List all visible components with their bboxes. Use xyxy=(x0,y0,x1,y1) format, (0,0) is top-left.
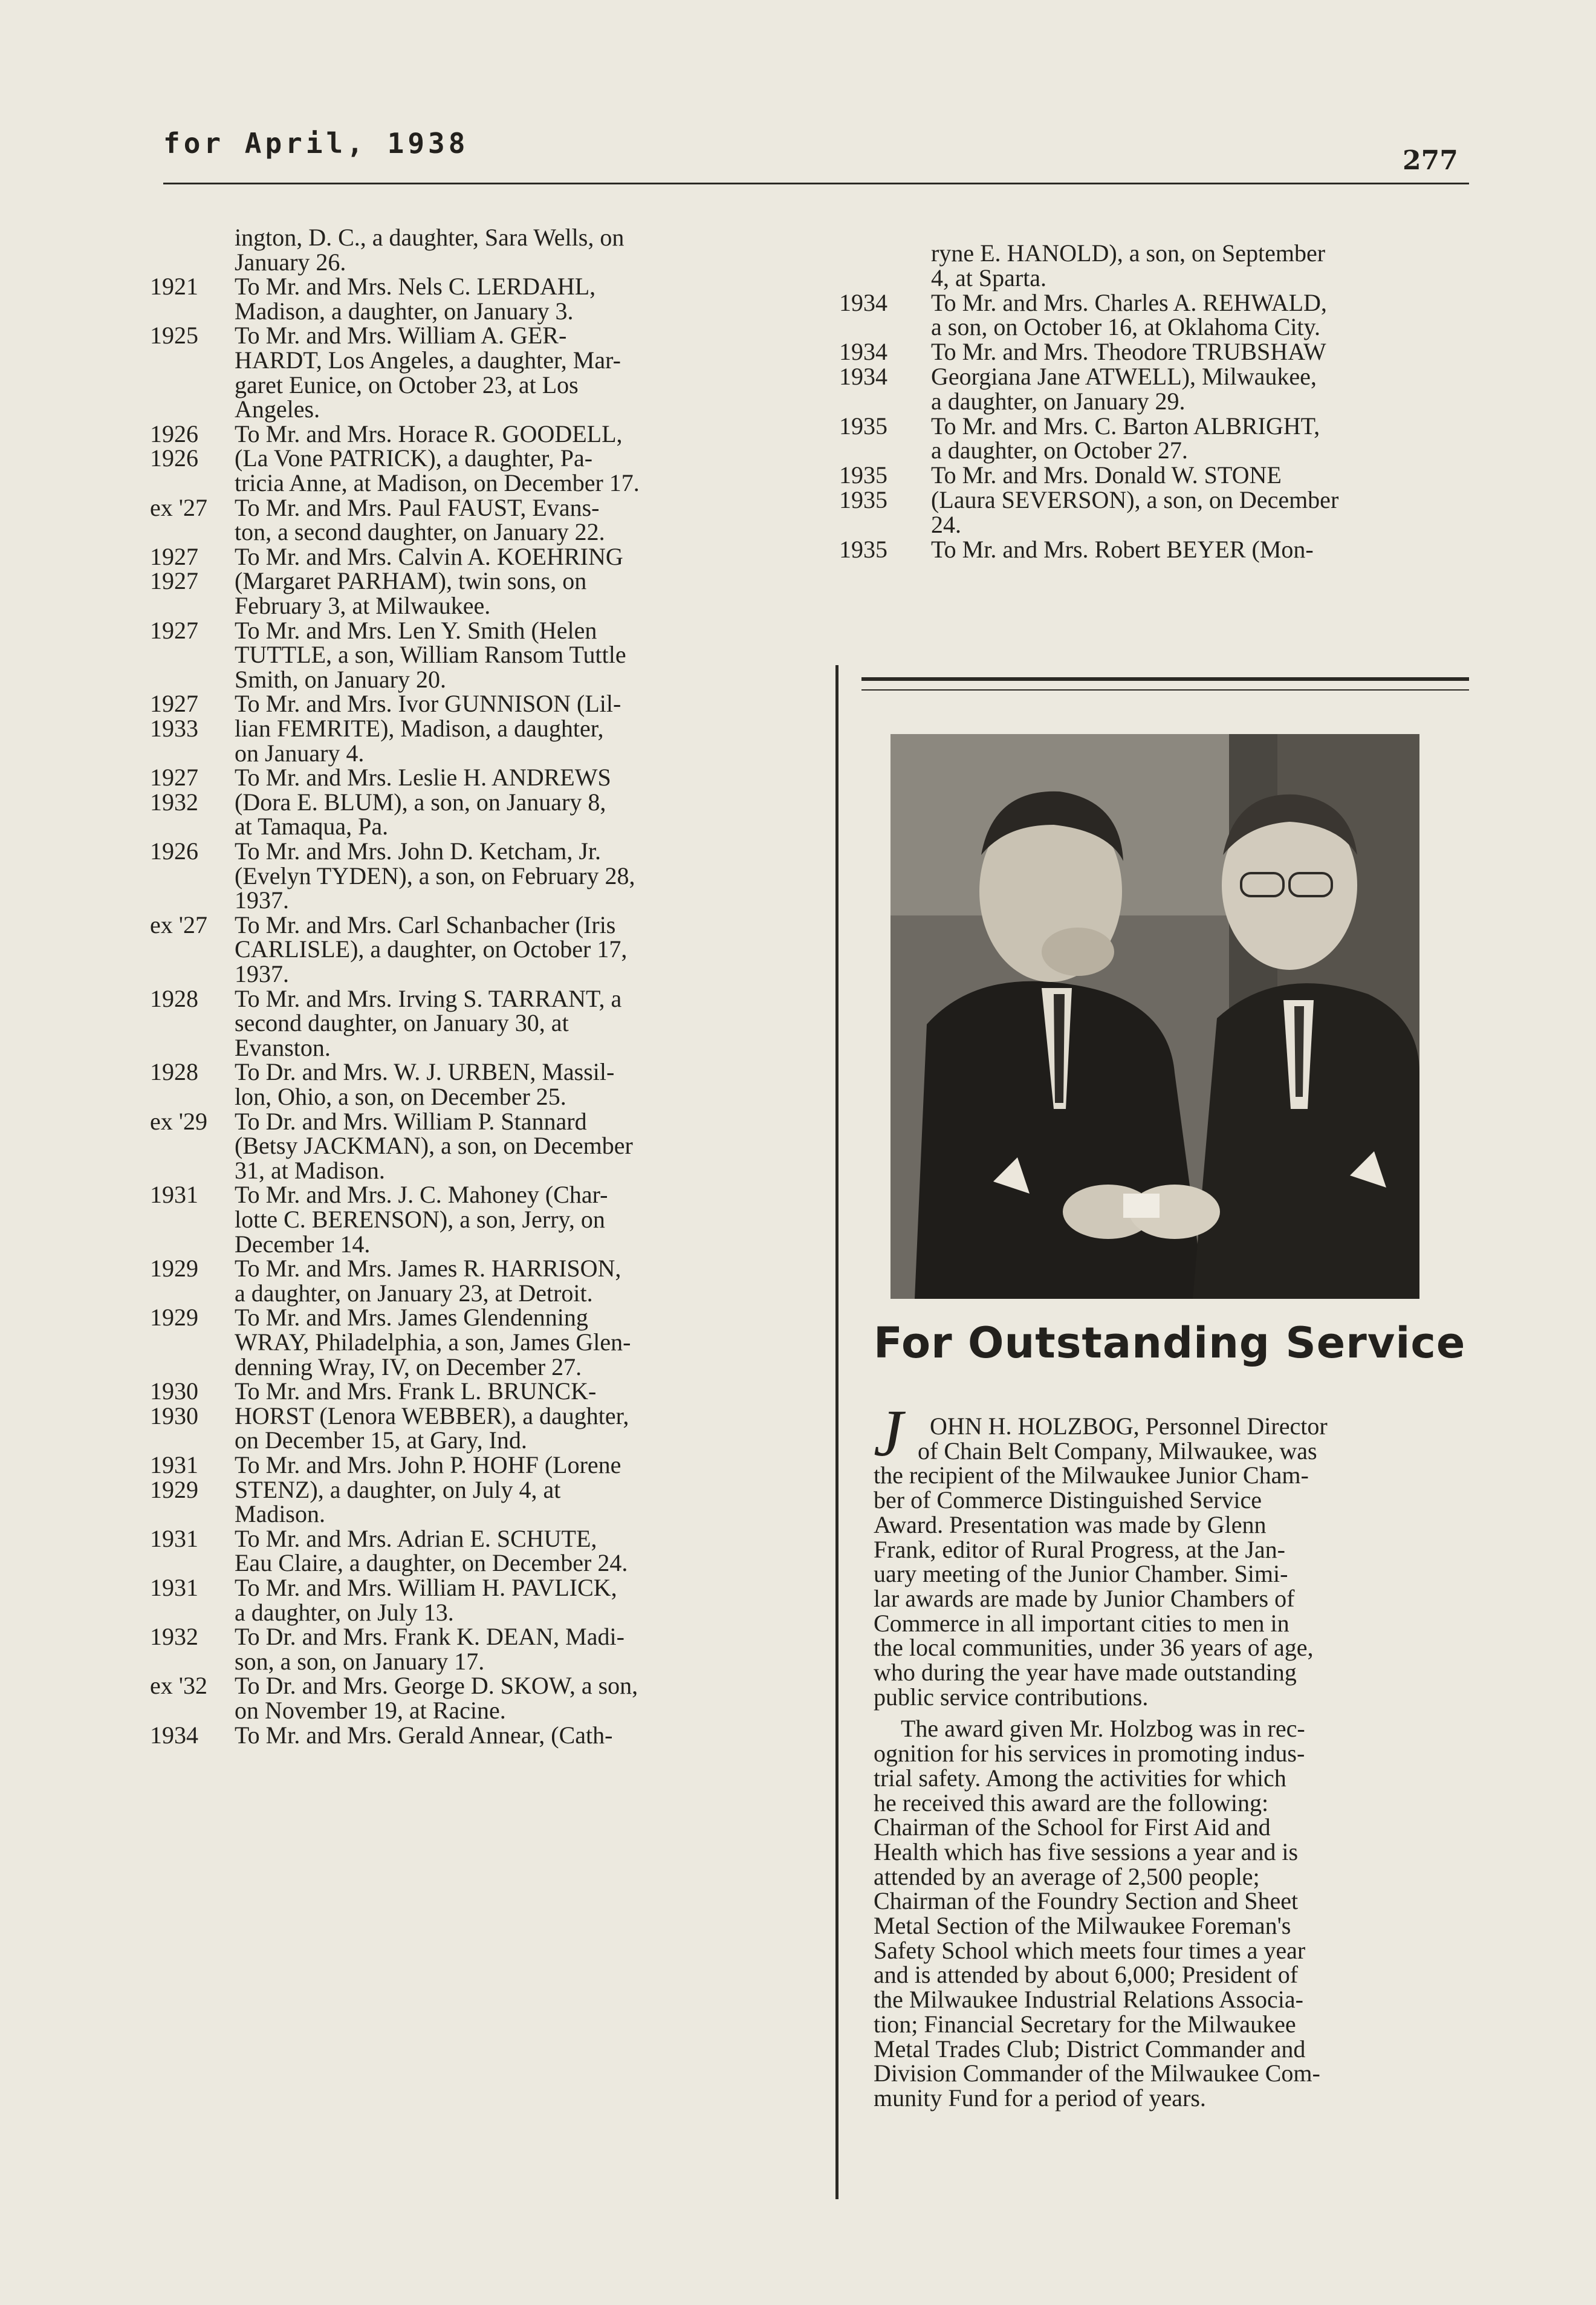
announcement-text: on January 4. xyxy=(235,739,365,767)
announcement-line xyxy=(0,642,1596,667)
article-text-line: the local communities, under 36 years of age, xyxy=(874,1634,1314,1662)
announcement-text: tricia Anne, at Madison, on December 17. xyxy=(235,469,640,496)
announcement-text: Madison, a daughter, on January 3. xyxy=(235,297,574,325)
class-year: 1928 xyxy=(150,1058,198,1086)
article-text-line: uary meeting of the Junior Chamber. Simi- xyxy=(874,1560,1288,1588)
announcement-text: 31, at Madison. xyxy=(235,1156,385,1184)
article-text-line: Safety School which meets four times a year xyxy=(874,1936,1306,1964)
announcement-text: To Mr. and Mrs. Gerald Annear, (Cath- xyxy=(235,1721,613,1749)
class-year: 1934 xyxy=(839,338,887,366)
article-box-top-thin-rule xyxy=(861,689,1469,691)
announcement-text: To Mr. and Mrs. John D. Ketcham, Jr. xyxy=(235,837,602,865)
class-year: 1926 xyxy=(150,420,198,447)
announcement-line xyxy=(0,414,1596,438)
announcement-text: February 3, at Milwaukee. xyxy=(235,592,491,619)
class-year: 1927 xyxy=(150,616,198,644)
announcement-line xyxy=(0,339,1596,364)
page-number: 277 xyxy=(1403,145,1458,176)
class-year: 1935 xyxy=(839,461,887,489)
announcement-line xyxy=(0,487,1596,512)
announcement-text: 4, at Sparta. xyxy=(931,264,1047,291)
announcement-text: Angeles. xyxy=(235,395,320,423)
announcement-text: ington, D. C., a daughter, Sara Wells, on xyxy=(235,224,624,251)
announcement-text: To Mr. and Mrs. Paul FAUST, Evans- xyxy=(235,493,600,521)
article-text-line: Commerce in all important cities to men in xyxy=(874,1609,1289,1637)
announcement-text: TUTTLE, a son, William Ransom Tuttle xyxy=(235,641,626,669)
announcement-text: To Mr. and Mrs. James Glendenning xyxy=(235,1304,588,1331)
class-year: 1927 xyxy=(150,764,198,792)
two-men-handshake-photo xyxy=(890,734,1419,1299)
announcement-text: To Mr. and Mrs. William A. GER- xyxy=(235,322,567,349)
announcement-text: Evanston. xyxy=(235,1033,331,1061)
announcement-text: To Mr. and Mrs. Nels C. LERDAHL, xyxy=(235,273,596,301)
class-year: ex '27 xyxy=(150,493,207,521)
announcement-line xyxy=(0,568,1596,593)
announcement-text: To Mr. and Mrs. Horace R. GOODELL, xyxy=(235,420,623,447)
class-year: 1921 xyxy=(150,273,198,301)
announcement-text: (La Vone PATRICK), a daughter, Pa- xyxy=(235,444,593,472)
article-text-line: Metal Section of the Milwaukee Foreman's xyxy=(874,1912,1291,1939)
announcement-text: lon, Ohio, a son, on December 25. xyxy=(235,1083,566,1110)
announcement-line xyxy=(0,364,1596,389)
announcement-text: lotte C. BERENSON), a son, Jerry, on xyxy=(235,1206,605,1233)
announcement-text: To Mr. and Mrs. Frank L. BRUNCK- xyxy=(235,1377,597,1405)
announcement-text: 24. xyxy=(931,510,961,538)
announcement-text: at Tamaqua, Pa. xyxy=(235,813,389,840)
article-text-line: Chairman of the School for First Aid and xyxy=(874,1813,1271,1841)
announcement-text: To Dr. and Mrs. W. J. URBEN, Massil- xyxy=(235,1058,615,1086)
article-text-line: Award. Presentation was made by Glenn xyxy=(874,1510,1267,1538)
announcement-text: (Evelyn TYDEN), a son, on February 28, xyxy=(235,862,635,889)
announcement-text: To Mr. and Mrs. Donald W. STONE xyxy=(931,461,1282,489)
article-text-line: public service contributions. xyxy=(874,1683,1149,1711)
class-year: 1931 xyxy=(150,1574,198,1601)
class-year: 1930 xyxy=(150,1402,198,1429)
announcement-text: garet Eunice, on October 23, at Los xyxy=(235,371,579,398)
article-text-line: lar awards are made by Junior Chambers of xyxy=(874,1584,1295,1612)
announcement-line xyxy=(0,314,1596,339)
article-text-line: OHN H. HOLZBOG, Personnel Director xyxy=(930,1413,1328,1440)
announcement-text: (Dora E. BLUM), a son, on January 8, xyxy=(235,788,606,816)
announcement-text: a daughter, on January 23, at Detroit. xyxy=(235,1279,593,1307)
announcement-text: on November 19, at Racine. xyxy=(235,1697,506,1724)
class-year: 1930 xyxy=(150,1377,198,1405)
class-year: 1932 xyxy=(150,788,198,816)
announcement-text: January 26. xyxy=(235,248,346,276)
announcement-line xyxy=(0,241,1596,265)
announcement-text: (Laura SEVERSON), a son, on December xyxy=(931,486,1339,513)
article-heading: For Outstanding Service xyxy=(874,1318,1466,1368)
class-year: ex '29 xyxy=(150,1107,207,1135)
announcement-text: Smith, on January 20. xyxy=(235,665,446,693)
article-text-line: and is attended by about 6,000; President of xyxy=(874,1961,1299,1989)
class-year: 1934 xyxy=(839,363,887,390)
announcement-text: Madison. xyxy=(235,1500,325,1528)
article-text-line: attended by an average of 2,500 people; xyxy=(874,1862,1260,1890)
announcement-text: To Mr. and Mrs. Irving S. TARRANT, a xyxy=(235,984,622,1012)
announcement-text: lian FEMRITE), Madison, a daughter, xyxy=(235,715,604,742)
class-year: 1926 xyxy=(150,444,198,472)
article-text-line: ognition for his services in promoting indus- xyxy=(874,1740,1305,1767)
class-year: 1931 xyxy=(150,1181,198,1209)
announcement-text: son, a son, on January 17. xyxy=(235,1647,485,1675)
announcement-text: 1937. xyxy=(235,960,289,987)
class-year: 1931 xyxy=(150,1451,198,1478)
announcement-line xyxy=(0,463,1596,487)
class-year: 1935 xyxy=(839,535,887,563)
class-year: 1935 xyxy=(839,486,887,513)
announcement-line xyxy=(0,290,1596,315)
announcement-text: (Betsy JACKMAN), a son, on December xyxy=(235,1132,633,1160)
announcement-text: Eau Claire, a daughter, on December 24. xyxy=(235,1549,628,1577)
announcement-text: To Mr. and Mrs. Theodore TRUBSHAW xyxy=(931,338,1326,366)
announcement-text: To Mr. and Mrs. Leslie H. ANDREWS xyxy=(235,764,611,792)
announcement-text: To Mr. and Mrs. Robert BEYER (Mon- xyxy=(931,535,1314,563)
announcement-text: To Dr. and Mrs. George D. SKOW, a son, xyxy=(235,1672,638,1700)
announcement-line xyxy=(0,389,1596,414)
announcement-text: To Mr. and Mrs. Ivor GUNNISON (Lil- xyxy=(235,690,621,718)
announcement-text: To Mr. and Mrs. James R. HARRISON, xyxy=(235,1255,621,1283)
announcement-text: To Mr. and Mrs. Adrian E. SCHUTE, xyxy=(235,1524,597,1552)
article-text-line: munity Fund for a period of years. xyxy=(874,2084,1206,2112)
announcement-text: WRAY, Philadelphia, a son, James Glen- xyxy=(235,1328,631,1356)
announcement-line xyxy=(0,618,1596,643)
article-text-line: Chairman of the Foundry Section and Sheet xyxy=(874,1887,1299,1915)
announcement-text: To Mr. and Mrs. Len Y. Smith (Helen xyxy=(235,616,597,644)
announcement-text: a daughter, on July 13. xyxy=(235,1598,454,1626)
class-year: 1935 xyxy=(839,412,887,440)
announcement-text: To Dr. and Mrs. William P. Stannard xyxy=(235,1107,587,1135)
article-text-line: Division Commander of the Milwaukee Com- xyxy=(874,2060,1320,2087)
announcement-text: second daughter, on January 30, at xyxy=(235,1009,569,1037)
class-year: 1931 xyxy=(150,1524,198,1552)
announcement-line xyxy=(0,512,1596,537)
article-text-line: he received this award are the following: xyxy=(874,1789,1269,1816)
announcement-line xyxy=(0,537,1596,562)
article-text-line: tion; Financial Secretary for the Milwaukee xyxy=(874,2010,1296,2038)
class-year: 1932 xyxy=(150,1623,198,1651)
article-text-line: ber of Commerce Distinguished Service xyxy=(874,1486,1262,1514)
class-year: 1928 xyxy=(150,984,198,1012)
article-text-line: The award given Mr. Holzbog was in rec- xyxy=(901,1715,1305,1743)
announcement-text: a daughter, on October 27. xyxy=(931,437,1188,464)
announcement-text: a daughter, on January 29. xyxy=(931,387,1186,415)
class-year: 1925 xyxy=(150,322,198,349)
article-text-line: trial safety. Among the activities for which xyxy=(874,1764,1286,1792)
announcement-text: (Margaret PARHAM), twin sons, on xyxy=(235,567,587,595)
announcement-text: To Mr. and Mrs. Charles A. REHWALD, xyxy=(931,288,1327,316)
announcement-text: HORST (Lenora WEBBER), a daughter, xyxy=(235,1402,629,1429)
announcement-text: CARLISLE), a daughter, on October 17, xyxy=(235,935,628,963)
class-year: 1927 xyxy=(150,567,198,595)
announcement-line xyxy=(0,438,1596,463)
announcement-text: Georgiana Jane ATWELL), Milwaukee, xyxy=(931,363,1317,390)
class-year: ex '32 xyxy=(150,1672,207,1700)
class-year: 1929 xyxy=(150,1475,198,1503)
article-box-top-rule xyxy=(861,677,1469,681)
running-title: for April, 1938 xyxy=(163,127,469,160)
announcement-text: To Mr. and Mrs. Calvin A. KOEHRING xyxy=(235,542,623,570)
announcement-text: To Dr. and Mrs. Frank K. DEAN, Madi- xyxy=(235,1623,624,1651)
class-year: 1927 xyxy=(150,690,198,718)
class-year: 1929 xyxy=(150,1255,198,1283)
announcement-text: a son, on October 16, at Oklahoma City. xyxy=(931,313,1320,341)
article-text-line: the recipient of the Milwaukee Junior Cham- xyxy=(874,1461,1309,1489)
announcement-text: December 14. xyxy=(235,1230,371,1258)
article-text-line: Health which has five sessions a year and is xyxy=(874,1838,1299,1865)
article-drop-cap: J xyxy=(874,1396,903,1470)
announcement-text: 1937. xyxy=(235,886,289,914)
announcement-text: HARDT, Los Angeles, a daughter, Mar- xyxy=(235,346,621,374)
announcement-text: denning Wray, IV, on December 27. xyxy=(235,1353,582,1380)
announcement-text: To Mr. and Mrs. John P. HOHF (Lorene xyxy=(235,1451,621,1478)
article-text-line: Frank, editor of Rural Progress, at the Jan- xyxy=(874,1535,1285,1563)
class-year: ex '27 xyxy=(150,911,207,938)
announcement-text: STENZ), a daughter, on July 4, at xyxy=(235,1475,561,1503)
article-text-line: Metal Trades Club; District Commander and xyxy=(874,2035,1306,2063)
article-text-line: the Milwaukee Industrial Relations Associa- xyxy=(874,1986,1303,2014)
article-text-line: who during the year have made outstanding xyxy=(874,1659,1297,1686)
announcement-line xyxy=(0,265,1596,290)
class-year: 1933 xyxy=(150,715,198,742)
announcement-text: ryne E. HANOLD), a son, on September xyxy=(931,239,1326,267)
announcement-text: To Mr. and Mrs. C. Barton ALBRIGHT, xyxy=(931,412,1320,440)
class-year: 1934 xyxy=(150,1721,198,1749)
class-year: 1929 xyxy=(150,1304,198,1331)
announcement-line xyxy=(0,593,1596,618)
article-text-line: of Chain Belt Company, Milwaukee, was xyxy=(918,1437,1317,1465)
announcement-text: on December 15, at Gary, Ind. xyxy=(235,1426,527,1454)
class-year: 1927 xyxy=(150,542,198,570)
announcement-text: To Mr. and Mrs. Carl Schanbacher (Iris xyxy=(235,911,616,938)
class-year: 1934 xyxy=(839,288,887,316)
article-photo xyxy=(890,734,1419,1299)
header-rule xyxy=(163,183,1469,184)
announcement-text: To Mr. and Mrs. William H. PAVLICK, xyxy=(235,1574,617,1601)
announcement-text: To Mr. and Mrs. J. C. Mahoney (Char- xyxy=(235,1181,608,1209)
announcement-text: ton, a second daughter, on January 22. xyxy=(235,518,605,546)
class-year: 1926 xyxy=(150,837,198,865)
